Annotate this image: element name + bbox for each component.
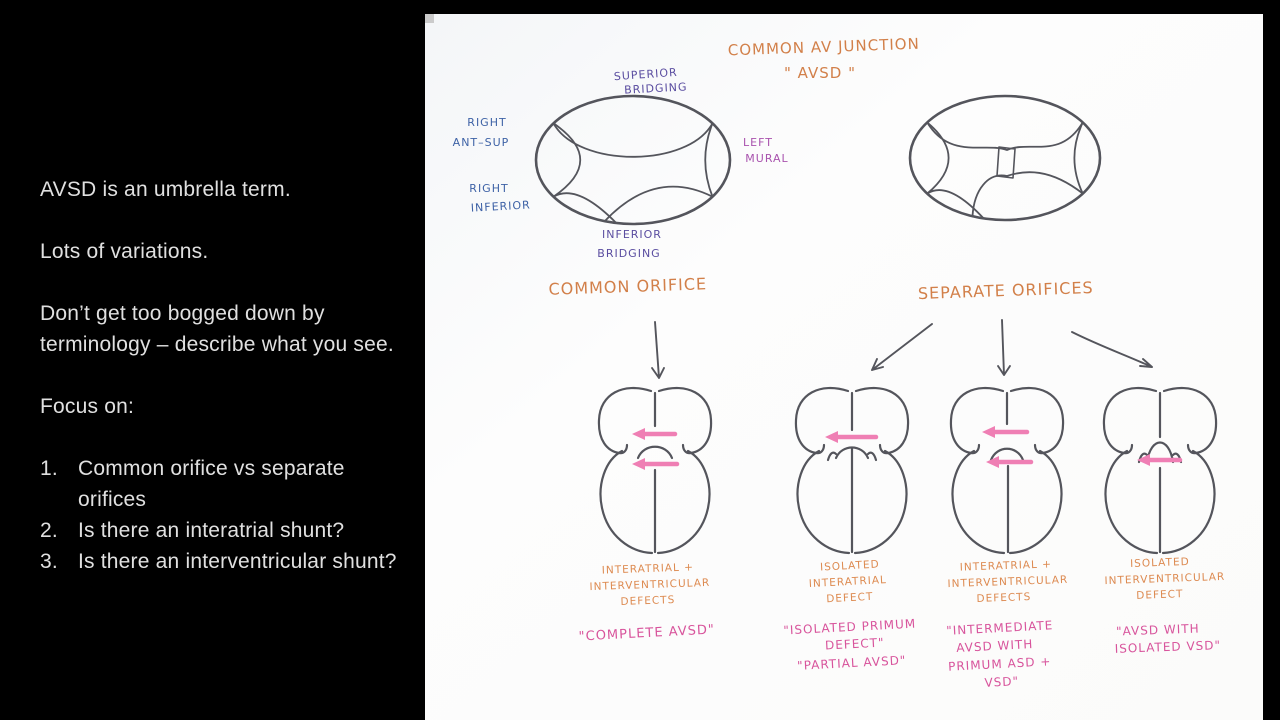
avsd-name-label: "PARTIAL AVSD" bbox=[796, 653, 907, 673]
avsd-name-label: ISOLATED VSD" bbox=[1114, 638, 1222, 656]
inferior-bridging-label: BRIDGING bbox=[597, 247, 661, 260]
title-line-1: COMMON AV JUNCTION bbox=[727, 34, 921, 60]
focus-item-number: 2. bbox=[40, 519, 58, 542]
avsd-name-label: DEFECT" bbox=[824, 635, 885, 653]
focus-item-text: Common orifice vs separate orifices bbox=[78, 457, 345, 511]
avsd-name-label: VSD" bbox=[984, 674, 1020, 690]
left-mural-label: MURAL bbox=[745, 152, 789, 165]
right-inferior-label: RIGHT bbox=[469, 182, 509, 195]
common-orifice-caption: COMMON ORIFICE bbox=[548, 274, 708, 299]
focus-item-number: 1. bbox=[40, 457, 58, 480]
defect-label: INTERATRIAL bbox=[808, 573, 888, 591]
avsd-name-label: "COMPLETE AVSD" bbox=[578, 622, 716, 645]
inferior-bridging-label: INFERIOR bbox=[602, 228, 662, 241]
superior-bridging-label: BRIDGING bbox=[623, 80, 688, 97]
paragraph-terminology: Don’t get too bogged down by terminology – describe what you see. bbox=[40, 302, 394, 356]
focus-item-number: 3. bbox=[40, 550, 58, 573]
defect-label: INTERVENTRICULAR bbox=[1104, 570, 1226, 588]
left-mural-label: LEFT bbox=[743, 136, 773, 149]
photo-corner-artifact bbox=[425, 14, 434, 23]
defect-label: DEFECTS bbox=[620, 594, 676, 608]
separate-orifices-caption: SEPARATE ORIFICES bbox=[917, 277, 1094, 304]
defect-label: DEFECTS bbox=[976, 591, 1032, 605]
avsd-name-label: AVSD WITH bbox=[955, 636, 1034, 656]
avsd-name-label: "ISOLATED PRIMUM bbox=[783, 616, 917, 638]
defect-label: INTERVENTRICULAR bbox=[589, 576, 711, 594]
focus-item-text: Is there an interventricular shunt? bbox=[78, 550, 397, 573]
superior-bridging-label: SUPERIOR bbox=[613, 65, 679, 84]
title-line-2: " AVSD " bbox=[784, 64, 856, 82]
defect-label: DEFECT bbox=[825, 590, 874, 606]
avsd-name-label: PRIMUM ASD + bbox=[947, 654, 1052, 674]
defect-label: ISOLATED bbox=[1129, 555, 1190, 571]
right-inferior-label: INFERIOR bbox=[470, 198, 532, 215]
paragraph-umbrella-term: AVSD is an umbrella term. bbox=[40, 178, 291, 201]
right-ant-sup-label: RIGHT bbox=[467, 116, 507, 129]
avsd-name-label: "AVSD WITH bbox=[1115, 621, 1200, 639]
right-ant-sup-label: ANT–SUP bbox=[452, 136, 510, 149]
avsd-name-label: "INTERMEDIATE bbox=[945, 618, 1054, 638]
focus-item-text: Is there an interatrial shunt? bbox=[78, 519, 345, 542]
defect-label: INTERVENTRICULAR bbox=[947, 573, 1069, 591]
focus-heading: Focus on: bbox=[40, 395, 135, 418]
paper-photo bbox=[425, 14, 1263, 720]
defect-label: DEFECT bbox=[1136, 588, 1184, 602]
defect-label: ISOLATED bbox=[819, 558, 880, 574]
defect-label: INTERATRIAL + bbox=[601, 561, 695, 577]
paragraph-variations: Lots of variations. bbox=[40, 240, 209, 263]
defect-label: INTERATRIAL + bbox=[959, 558, 1053, 574]
